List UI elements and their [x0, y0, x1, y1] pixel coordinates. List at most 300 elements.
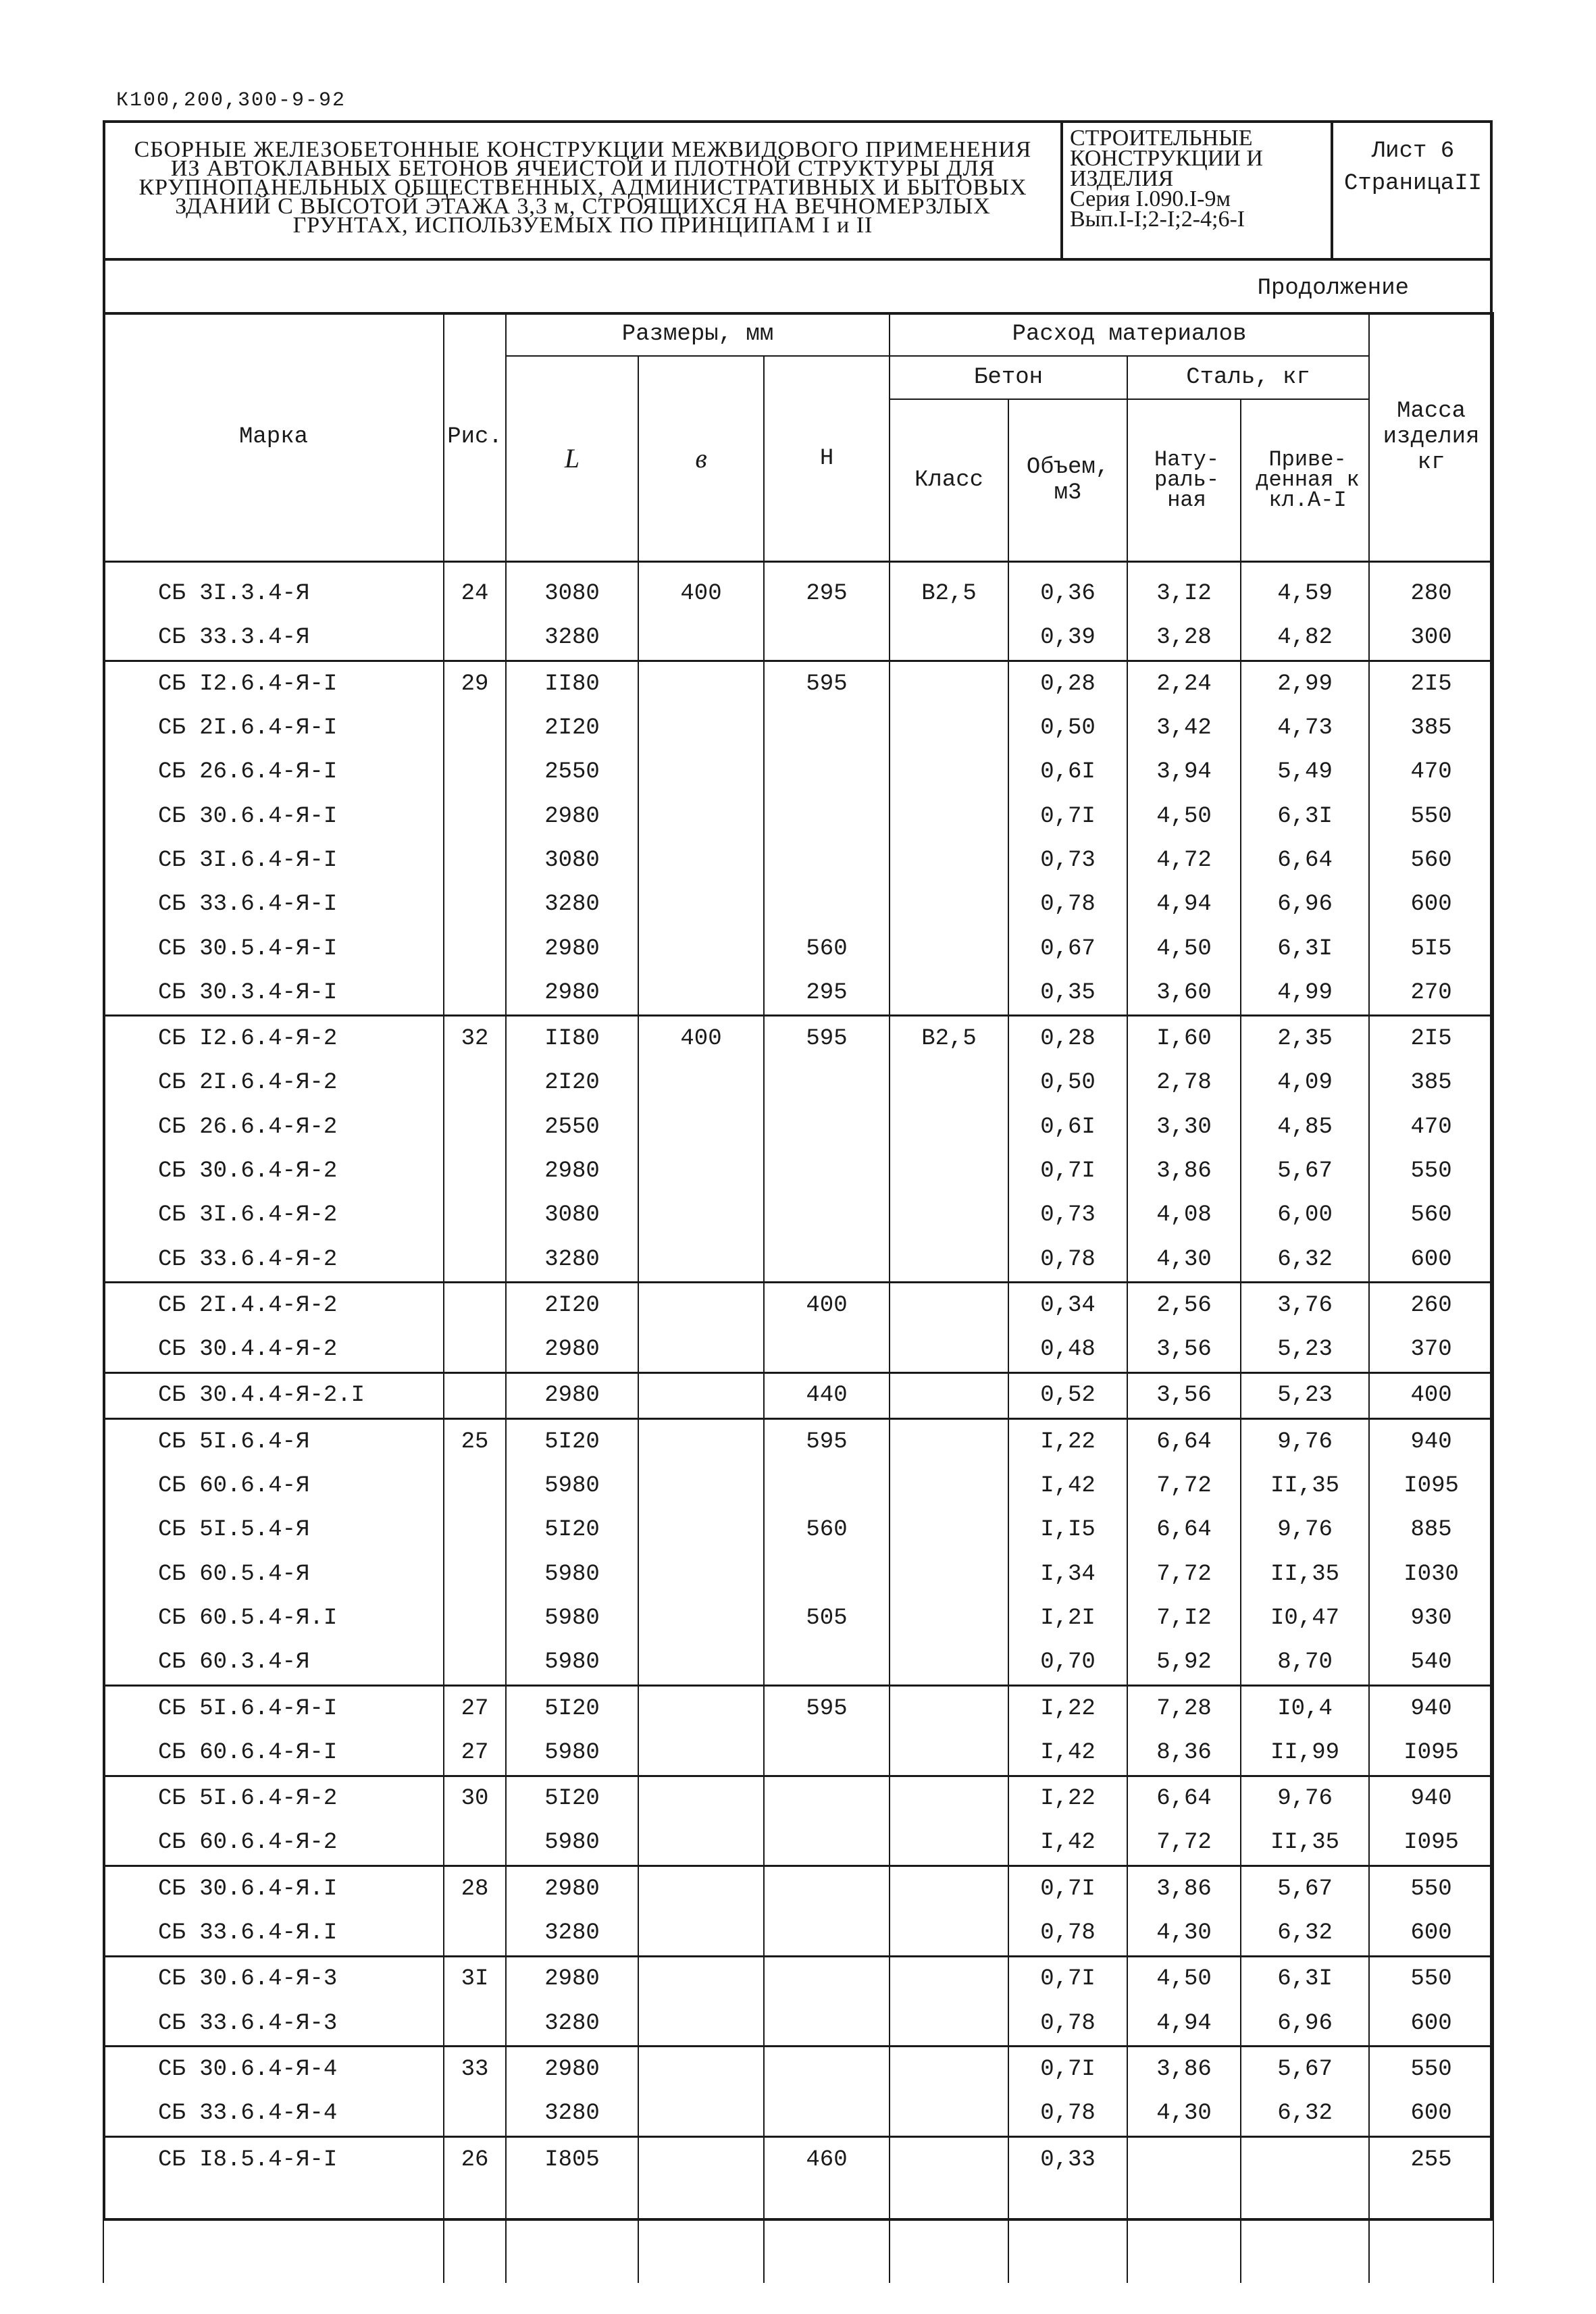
- cell-width: [638, 1956, 764, 2001]
- cell-class: [890, 2092, 1008, 2137]
- cell-mass: 550: [1369, 2047, 1493, 2092]
- cell-width: [638, 1237, 764, 1283]
- cell-length: 2I20: [506, 1061, 638, 1105]
- cell-steel-reduced: 5,23: [1241, 1372, 1369, 1418]
- cell-volume: I,42: [1008, 1464, 1127, 1508]
- cell-fig: [444, 1596, 506, 1640]
- cell-fig: 32: [444, 1016, 506, 1061]
- cell-length: 5I20: [506, 1685, 638, 1730]
- cell-mark: СБ 5I.6.4-Я-I: [103, 1685, 444, 1730]
- filler-cell: [890, 2182, 1008, 2283]
- cell-width: [638, 1641, 764, 1686]
- cell-mass: 2I5: [1369, 1016, 1493, 1061]
- cell-mass: 600: [1369, 883, 1493, 927]
- cell-width: [638, 1464, 764, 1508]
- table-row: [103, 1105, 1493, 1149]
- cell-fig: [444, 750, 506, 794]
- table-row: [103, 838, 1493, 882]
- cell-steel-reduced: 6,32: [1241, 1911, 1369, 1956]
- cell-mass: 550: [1369, 1866, 1493, 1911]
- cell-fig: 24: [444, 561, 506, 616]
- cell-steel-natural: 4,50: [1127, 927, 1241, 971]
- table-row: [103, 927, 1493, 971]
- cell-fig: [444, 2092, 506, 2137]
- table-row: [103, 1730, 1493, 1776]
- cell-class: [890, 838, 1008, 882]
- cell-fig: [444, 1283, 506, 1328]
- cell-steel-reduced: 6,64: [1241, 838, 1369, 882]
- cell-height: [764, 1866, 890, 1911]
- cell-steel-natural: 3,56: [1127, 1328, 1241, 1373]
- cell-height: [764, 706, 890, 750]
- cell-steel-reduced: [1241, 2136, 1369, 2182]
- cell-height: 560: [764, 1508, 890, 1552]
- cell-mass: 560: [1369, 1193, 1493, 1237]
- cell-length: 3280: [506, 2092, 638, 2137]
- cell-mass: 930: [1369, 1596, 1493, 1640]
- cell-height: [764, 1956, 890, 2001]
- cell-fig: [444, 2001, 506, 2047]
- col-fig: Рис.: [444, 313, 506, 561]
- cell-steel-natural: 2,24: [1127, 661, 1241, 706]
- table-row: [103, 1866, 1493, 1911]
- cell-mark: СБ 26.6.4-Я-2: [103, 1105, 444, 1149]
- title-line: ЗДАНИЙ С ВЫСОТОЙ ЭТАЖА 3,3 м, СТРОЯЩИХСЯ НА ВЕЧНОМЕРЗЛЫХ: [175, 194, 991, 219]
- cell-fig: [444, 1911, 506, 1956]
- cell-steel-reduced: I0,4: [1241, 1685, 1369, 1730]
- cell-steel-reduced: 6,3I: [1241, 794, 1369, 838]
- cell-steel-natural: 4,50: [1127, 794, 1241, 838]
- cell-mass: 470: [1369, 750, 1493, 794]
- cell-width: 400: [638, 561, 764, 616]
- cell-fig: [444, 1821, 506, 1866]
- cell-height: 505: [764, 1596, 890, 1640]
- cell-class: [890, 1821, 1008, 1866]
- cell-class: [890, 661, 1008, 706]
- table-row: [103, 883, 1493, 927]
- cell-volume: 0,35: [1008, 971, 1127, 1016]
- cell-height: [764, 1552, 890, 1596]
- cell-mass: I095: [1369, 1730, 1493, 1776]
- cell-height: [764, 2001, 890, 2047]
- cell-length: II80: [506, 1016, 638, 1061]
- col-mass: Масса изделия кг: [1369, 313, 1493, 561]
- cell-class: [890, 1419, 1008, 1464]
- cell-mark: СБ 5I.5.4-Я: [103, 1508, 444, 1552]
- series-line: СТРОИТЕЛЬНЫЕ: [1070, 126, 1253, 151]
- cell-width: [638, 1685, 764, 1730]
- cell-steel-reduced: 6,3I: [1241, 927, 1369, 971]
- table-row: [103, 2136, 1493, 2182]
- cell-width: [638, 2092, 764, 2137]
- cell-width: [638, 1283, 764, 1328]
- cell-class: [890, 971, 1008, 1016]
- col-mark: Марка: [103, 313, 444, 561]
- cell-steel-reduced: 3,76: [1241, 1283, 1369, 1328]
- cell-mass: 2I5: [1369, 661, 1493, 706]
- cell-class: [890, 706, 1008, 750]
- cell-height: [764, 1641, 890, 1686]
- series-line: Серия I.090.I-9м: [1070, 186, 1231, 211]
- cell-mark: СБ 33.6.4-Я-4: [103, 2092, 444, 2137]
- cell-fig: [444, 1061, 506, 1105]
- filler-cell: [444, 2182, 506, 2283]
- cell-fig: [444, 838, 506, 882]
- cell-width: [638, 2001, 764, 2047]
- table-row: [103, 1956, 1493, 2001]
- cell-class: [890, 1237, 1008, 1283]
- cell-width: [638, 1730, 764, 1776]
- cell-class: [890, 1508, 1008, 1552]
- cell-volume: 0,50: [1008, 706, 1127, 750]
- cell-mass: 600: [1369, 1237, 1493, 1283]
- cell-steel-natural: 3,I2: [1127, 561, 1241, 616]
- table-row: [103, 1328, 1493, 1373]
- table-row: [103, 1821, 1493, 1866]
- cell-height: 440: [764, 1372, 890, 1418]
- col-steel-natural: Нату- раль- ная: [1127, 399, 1241, 561]
- cell-mark: СБ 30.3.4-Я-I: [103, 971, 444, 1016]
- col-steel: Сталь, кг: [1127, 356, 1369, 399]
- cell-mark: СБ 2I.4.4-Я-2: [103, 1283, 444, 1328]
- cell-mark: СБ 5I.6.4-Я: [103, 1419, 444, 1464]
- table-row: [103, 750, 1493, 794]
- filler-cell: [764, 2182, 890, 2283]
- table-row: [103, 1372, 1493, 1418]
- cell-height: [764, 750, 890, 794]
- cell-class: В2,5: [890, 1016, 1008, 1061]
- series-block: [1066, 123, 1333, 258]
- cell-length: 2550: [506, 750, 638, 794]
- cell-class: [890, 1372, 1008, 1418]
- cell-volume: 0,78: [1008, 1237, 1127, 1283]
- cell-steel-natural: 4,30: [1127, 1237, 1241, 1283]
- cell-length: 5980: [506, 1552, 638, 1596]
- cell-mark: СБ 33.6.4-Я.I: [103, 1911, 444, 1956]
- cell-steel-natural: 4,30: [1127, 2092, 1241, 2137]
- cell-steel-reduced: 2,99: [1241, 661, 1369, 706]
- cell-length: 2980: [506, 1328, 638, 1373]
- col-width: в: [638, 356, 764, 561]
- cell-volume: 0,6I: [1008, 750, 1127, 794]
- col-concrete: Бетон: [890, 356, 1127, 399]
- cell-steel-natural: 3,56: [1127, 1372, 1241, 1418]
- table-row: [103, 1596, 1493, 1640]
- cell-volume: 0,7I: [1008, 794, 1127, 838]
- cell-steel-reduced: II,35: [1241, 1552, 1369, 1596]
- filler-cell: [103, 2182, 444, 2283]
- cell-steel-reduced: 2,35: [1241, 1016, 1369, 1061]
- cell-steel-reduced: 6,00: [1241, 1193, 1369, 1237]
- cell-fig: 25: [444, 1419, 506, 1464]
- cell-mass: 560: [1369, 838, 1493, 882]
- cell-height: 295: [764, 971, 890, 1016]
- cell-volume: 0,7I: [1008, 1866, 1127, 1911]
- cell-class: [890, 2136, 1008, 2182]
- cell-mark: СБ 60.5.4-Я.I: [103, 1596, 444, 1640]
- cell-width: [638, 1821, 764, 1866]
- cell-height: [764, 1328, 890, 1373]
- cell-class: [890, 616, 1008, 661]
- cell-height: 460: [764, 2136, 890, 2182]
- cell-class: [890, 1641, 1008, 1686]
- cell-fig: [444, 1328, 506, 1373]
- cell-length: 3280: [506, 1237, 638, 1283]
- cell-height: 595: [764, 1016, 890, 1061]
- cell-volume: 0,78: [1008, 2001, 1127, 2047]
- cell-mark: СБ 30.4.4-Я-2: [103, 1328, 444, 1373]
- cell-class: [890, 1105, 1008, 1149]
- title-line: ГРУНТАХ, ИСПОЛЬЗУЕМЫХ ПО ПРИНЦИПАМ I и II: [292, 213, 873, 238]
- col-volume: Объем, м3: [1008, 399, 1127, 561]
- cell-mass: 385: [1369, 1061, 1493, 1105]
- cell-mark: СБ 30.6.4-Я.I: [103, 1866, 444, 1911]
- cell-steel-natural: 7,72: [1127, 1821, 1241, 1866]
- table-row: [103, 1016, 1493, 1061]
- cell-volume: 0,67: [1008, 927, 1127, 971]
- cell-mark: СБ 60.3.4-Я: [103, 1641, 444, 1686]
- cell-volume: I,22: [1008, 1685, 1127, 1730]
- cell-height: [764, 1061, 890, 1105]
- cell-steel-natural: I,60: [1127, 1016, 1241, 1061]
- cell-fig: [444, 706, 506, 750]
- col-height: Н: [764, 356, 890, 561]
- cell-steel-reduced: 8,70: [1241, 1641, 1369, 1686]
- cell-length: 3280: [506, 1911, 638, 1956]
- cell-steel-reduced: 4,99: [1241, 971, 1369, 1016]
- cell-height: [764, 1911, 890, 1956]
- cell-mark: СБ 60.5.4-Я: [103, 1552, 444, 1596]
- cell-volume: I,42: [1008, 1730, 1127, 1776]
- cell-width: [638, 1911, 764, 1956]
- table-row: [103, 1237, 1493, 1283]
- cell-mark: СБ 30.6.4-Я-4: [103, 2047, 444, 2092]
- cell-length: 5I20: [506, 1776, 638, 1821]
- cell-steel-natural: 7,28: [1127, 1685, 1241, 1730]
- cell-steel-reduced: I0,47: [1241, 1596, 1369, 1640]
- cell-width: [638, 1105, 764, 1149]
- document-code: К100,200,300-9-92: [116, 89, 346, 112]
- cell-steel-natural: 4,94: [1127, 883, 1241, 927]
- cell-mark: СБ I2.6.4-Я-I: [103, 661, 444, 706]
- cell-volume: I,I5: [1008, 1508, 1127, 1552]
- cell-steel-natural: 7,72: [1127, 1464, 1241, 1508]
- cell-steel-natural: 3,94: [1127, 750, 1241, 794]
- cell-class: [890, 1685, 1008, 1730]
- cell-steel-natural: 7,I2: [1127, 1596, 1241, 1640]
- cell-fig: [444, 1464, 506, 1508]
- cell-volume: 0,52: [1008, 1372, 1127, 1418]
- cell-class: [890, 1328, 1008, 1373]
- cell-steel-reduced: 4,73: [1241, 706, 1369, 750]
- cell-height: 560: [764, 927, 890, 971]
- cell-mass: 400: [1369, 1372, 1493, 1418]
- cell-mark: СБ 3I.3.4-Я: [103, 561, 444, 616]
- cell-steel-reduced: II,99: [1241, 1730, 1369, 1776]
- cell-mass: 370: [1369, 1328, 1493, 1373]
- table-row: [103, 1419, 1493, 1464]
- cell-fig: 27: [444, 1730, 506, 1776]
- cell-mass: 550: [1369, 1149, 1493, 1193]
- cell-mass: 385: [1369, 706, 1493, 750]
- cell-length: 5980: [506, 1641, 638, 1686]
- cell-mark: СБ 3I.6.4-Я-2: [103, 1193, 444, 1237]
- cell-length: 5980: [506, 1821, 638, 1866]
- cell-steel-natural: 3,60: [1127, 971, 1241, 1016]
- table-row: [103, 661, 1493, 706]
- cell-steel-natural: 6,64: [1127, 1419, 1241, 1464]
- cell-height: [764, 2047, 890, 2092]
- cell-volume: 0,50: [1008, 1061, 1127, 1105]
- table-row: [103, 1641, 1493, 1686]
- cell-class: [890, 2001, 1008, 2047]
- cell-class: [890, 1552, 1008, 1596]
- cell-mark: СБ 60.6.4-Я-I: [103, 1730, 444, 1776]
- cell-height: [764, 794, 890, 838]
- cell-fig: [444, 1641, 506, 1686]
- cell-fig: 30: [444, 1776, 506, 1821]
- cell-steel-natural: 4,94: [1127, 2001, 1241, 2047]
- table-row: [103, 2092, 1493, 2137]
- cell-steel-reduced: II,35: [1241, 1821, 1369, 1866]
- cell-height: [764, 883, 890, 927]
- filler-cell: [1008, 2182, 1127, 2283]
- cell-steel-natural: 4,50: [1127, 1956, 1241, 2001]
- cell-length: 2980: [506, 971, 638, 1016]
- cell-width: [638, 794, 764, 838]
- cell-fig: [444, 1372, 506, 1418]
- cell-height: 595: [764, 1685, 890, 1730]
- cell-steel-reduced: 6,32: [1241, 2092, 1369, 2137]
- cell-length: 5I20: [506, 1419, 638, 1464]
- cell-width: [638, 838, 764, 882]
- cell-width: [638, 1596, 764, 1640]
- cell-fig: [444, 794, 506, 838]
- cell-fig: [444, 1508, 506, 1552]
- filler-cell: [1369, 2182, 1493, 2283]
- cell-volume: 0,48: [1008, 1328, 1127, 1373]
- series-line: КОНСТРУКЦИИ И: [1070, 146, 1263, 171]
- cell-steel-natural: 4,08: [1127, 1193, 1241, 1237]
- cell-length: 3080: [506, 561, 638, 616]
- cell-steel-reduced: 5,67: [1241, 1866, 1369, 1911]
- continuation-label: Продолжение: [1257, 276, 1409, 301]
- cell-length: 2550: [506, 1105, 638, 1149]
- cell-height: [764, 1776, 890, 1821]
- cell-class: [890, 2047, 1008, 2092]
- cell-steel-reduced: 9,76: [1241, 1776, 1369, 1821]
- cell-length: 2I20: [506, 1283, 638, 1328]
- cell-mass: 5I5: [1369, 927, 1493, 971]
- cell-class: [890, 1911, 1008, 1956]
- cell-steel-natural: 3,86: [1127, 2047, 1241, 2092]
- cell-steel-reduced: 5,49: [1241, 750, 1369, 794]
- page-number: СтраницаII: [1343, 171, 1483, 197]
- filler-cell: [1127, 2182, 1241, 2283]
- cell-volume: 0,36: [1008, 561, 1127, 616]
- cell-height: [764, 2092, 890, 2137]
- cell-width: [638, 2047, 764, 2092]
- cell-length: 2I20: [506, 706, 638, 750]
- cell-width: 400: [638, 1016, 764, 1061]
- cell-mark: СБ 26.6.4-Я-I: [103, 750, 444, 794]
- cell-mass: I095: [1369, 1464, 1493, 1508]
- cell-fig: [444, 1193, 506, 1237]
- cell-width: [638, 1061, 764, 1105]
- cell-steel-reduced: 6,96: [1241, 2001, 1369, 2047]
- cell-class: [890, 1464, 1008, 1508]
- cell-class: [890, 1283, 1008, 1328]
- sheet-number: Лист 6: [1371, 138, 1455, 164]
- table-row: [103, 794, 1493, 838]
- cell-fig: [444, 927, 506, 971]
- cell-fig: 27: [444, 1685, 506, 1730]
- cell-mass: 600: [1369, 2001, 1493, 2047]
- cell-steel-reduced: 6,96: [1241, 883, 1369, 927]
- table-filler-row: [103, 2182, 1493, 2283]
- cell-steel-natural: 6,64: [1127, 1508, 1241, 1552]
- table-row: [103, 1464, 1493, 1508]
- cell-mass: 300: [1369, 616, 1493, 661]
- cell-fig: [444, 1105, 506, 1149]
- cell-mass: 940: [1369, 1685, 1493, 1730]
- cell-mass: 255: [1369, 2136, 1493, 2182]
- cell-fig: [444, 1552, 506, 1596]
- filler-cell: [638, 2182, 764, 2283]
- cell-volume: 0,28: [1008, 1016, 1127, 1061]
- cell-steel-natural: 3,86: [1127, 1866, 1241, 1911]
- cell-steel-reduced: 4,59: [1241, 561, 1369, 616]
- cell-height: [764, 838, 890, 882]
- table-row: [103, 561, 1493, 616]
- cell-steel-reduced: 4,09: [1241, 1061, 1369, 1105]
- table-row: [103, 616, 1493, 661]
- cell-mass: 600: [1369, 2092, 1493, 2137]
- cell-steel-natural: 6,64: [1127, 1776, 1241, 1821]
- cell-height: 400: [764, 1283, 890, 1328]
- cell-fig: [444, 1237, 506, 1283]
- cell-mark: СБ 30.4.4-Я-2.I: [103, 1372, 444, 1418]
- cell-volume: 0,7I: [1008, 1956, 1127, 2001]
- cell-mass: I095: [1369, 1821, 1493, 1866]
- cell-mark: СБ 30.6.4-Я-2: [103, 1149, 444, 1193]
- cell-height: [764, 1149, 890, 1193]
- cell-mark: СБ 33.6.4-Я-I: [103, 883, 444, 927]
- col-length: L: [506, 356, 638, 561]
- series-line: ИЗДЕЛИЯ: [1070, 166, 1174, 191]
- cell-height: [764, 1821, 890, 1866]
- cell-volume: 0,7I: [1008, 1149, 1127, 1193]
- table-row: [103, 1283, 1493, 1328]
- cell-class: [890, 883, 1008, 927]
- cell-height: [764, 1237, 890, 1283]
- filler-cell: [506, 2182, 638, 2283]
- cell-mark: СБ I8.5.4-Я-I: [103, 2136, 444, 2182]
- cell-steel-reduced: 9,76: [1241, 1508, 1369, 1552]
- cell-mass: 940: [1369, 1419, 1493, 1464]
- cell-steel-reduced: 5,67: [1241, 1149, 1369, 1193]
- cell-steel-reduced: 5,67: [1241, 2047, 1369, 2092]
- cell-width: [638, 1508, 764, 1552]
- cell-mass: 470: [1369, 1105, 1493, 1149]
- cell-length: 3280: [506, 616, 638, 661]
- cell-length: I805: [506, 2136, 638, 2182]
- cell-class: [890, 750, 1008, 794]
- cell-length: II80: [506, 661, 638, 706]
- cell-steel-natural: 2,56: [1127, 1283, 1241, 1328]
- col-materials: Расход материалов: [890, 313, 1369, 356]
- cell-steel-reduced: 4,82: [1241, 616, 1369, 661]
